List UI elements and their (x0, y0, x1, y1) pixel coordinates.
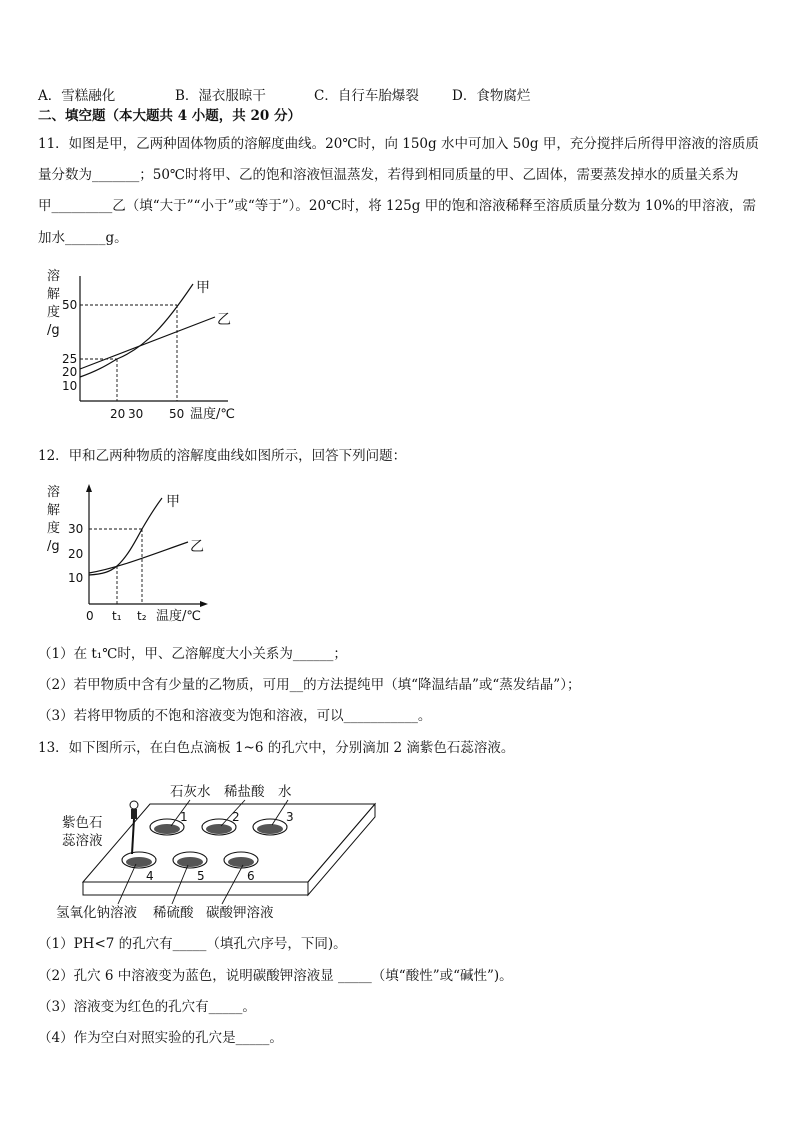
chart1-ytick-25: 25 (62, 352, 78, 366)
spot-plate-figure (50, 774, 380, 924)
chart1-xtick-20: 20 (110, 407, 126, 421)
solubility-chart-1 (38, 262, 248, 424)
chart2-ytick-20: 20 (68, 547, 84, 561)
q13-stem: 13．如下图所示，在白色点滴板 1~6 的孔穴中，分别滴加 2 滴紫色石蕊溶液。 (38, 740, 515, 756)
well-number-1: 1 (180, 810, 188, 824)
chart2-legend-jia: 甲 (166, 494, 180, 510)
option-d: D．食物腐烂 (452, 88, 531, 104)
chart1-legend-jia: 甲 (196, 280, 210, 296)
well-number-3: 3 (286, 810, 294, 824)
q13-sub3: （3）溶液变为红色的孔穴有_____。 (38, 999, 256, 1015)
well-number-4: 4 (146, 869, 154, 883)
chart2-xtick-t1: t₁ (112, 609, 122, 623)
well-5-liquid (177, 857, 203, 867)
chart1-xtick-30: 30 (128, 407, 144, 421)
well-4-liquid (126, 857, 152, 867)
well-number-6: 6 (247, 869, 255, 883)
q13-sub2: （2）孔穴 6 中溶液变为蓝色，说明碳酸钾溶液显 _____（填“酸性”或“碱性”)。 (38, 968, 513, 984)
option-a: A．雪糕融化 (38, 88, 116, 104)
chart2-legend-yi: 乙 (190, 539, 204, 555)
option-b: B．湿衣服晾干 (175, 88, 266, 104)
plate-top (83, 804, 375, 882)
q11-line3: 甲_________乙（填“大于”“小于”或“等于”）。20℃时，将 125g 甲的饱和溶液稀释至溶质质量分数为 10%的甲溶液，需 (38, 198, 756, 214)
dropper-collar (131, 809, 137, 819)
chart2-xtick-0: 0 (86, 609, 94, 623)
q12-sub2: （2）若甲物质中含有少量的乙物质，可用__的方法提纯甲（填“降温结晶”或“蒸发结晶”）； (38, 677, 581, 693)
q13-sub4: （4）作为空白对照实验的孔穴是_____。 (38, 1030, 283, 1046)
chart1-ytick-20: 20 (62, 365, 78, 379)
chart2-ylabel-4: /g (47, 539, 60, 554)
chart1-ylabel-3: 度 (47, 305, 61, 320)
q11-line1: 11．如图是甲，乙两种固体物质的溶解度曲线。20℃时，向 150g 水中可加入 50g 甲，充分搅拌后所得甲溶液的溶质质 (38, 136, 759, 152)
chart1-ytick-10: 10 (62, 379, 78, 393)
chart2-ytick-10: 10 (68, 571, 84, 585)
label-k2co3: 碳酸钾溶液 (206, 905, 274, 921)
label-lime-water: 石灰水 (170, 784, 211, 800)
dropper-label-2: 蕊溶液 (62, 833, 103, 849)
well-number-2: 2 (232, 810, 240, 824)
well-1-liquid (154, 824, 180, 834)
chart1-xlabel: 温度/℃ (190, 407, 235, 422)
dropper-label-1: 紫色石 (62, 815, 103, 831)
q11-line4: 加水______g。 (38, 230, 128, 246)
q12-sub3: （3）若将甲物质的不饱和溶液变为饱和溶液，可以___________。 (38, 708, 432, 724)
label-dilute-h2so4: 稀硫酸 (153, 905, 194, 921)
chart2-xtick-t2: t₂ (137, 609, 147, 623)
q12-sub1: （1）在 t₁℃时，甲、乙溶解度大小关系为______； (38, 646, 347, 662)
solubility-chart-2 (38, 478, 238, 628)
section-title: 二、填空题（本大题共 4 小题，共 20 分） (38, 108, 301, 124)
chart2-ylabel-1: 溶 (47, 485, 61, 500)
q13-sub1: （1）PH<7 的孔穴有_____（填孔穴序号，下同)。 (38, 936, 347, 952)
dropper-bulb (130, 801, 138, 809)
plate-front (83, 882, 308, 895)
chart2-ylabel-3: 度 (47, 521, 61, 536)
chart1-ylabel-4: /g (47, 323, 60, 338)
chart1-ylabel-2: 解 (47, 287, 61, 302)
chart1-ytick-50: 50 (62, 298, 78, 312)
chart1-xtick-50: 50 (169, 407, 185, 421)
q11-line2: 量分数为_______；50℃时将甲、乙的饱和溶液恒温蒸发，若得到相同质量的甲、乙固体，需要蒸发掉水的质量关系为 (38, 167, 739, 183)
chart1-legend-yi: 乙 (217, 312, 231, 328)
well-6-liquid (228, 857, 254, 867)
chart2-series-yi (89, 542, 188, 573)
chart1-series-yi (80, 317, 215, 369)
well-3-liquid (257, 824, 283, 834)
chart2-y-arrow (86, 484, 92, 492)
chart1-ylabel-1: 溶 (47, 269, 61, 284)
chart2-x-arrow (200, 601, 208, 607)
label-dilute-hcl: 稀盐酸 (224, 784, 265, 800)
chart2-ytick-30: 30 (68, 522, 84, 536)
q12-stem: 12．甲和乙两种物质的溶解度曲线如图所示，回答下列问题： (38, 448, 407, 464)
label-naoh: 氢氧化钠溶液 (56, 905, 137, 921)
well-2-liquid (206, 824, 232, 834)
well-number-5: 5 (197, 869, 205, 883)
label-water: 水 (278, 784, 292, 800)
chart2-ylabel-2: 解 (47, 503, 61, 518)
option-c: C．自行车胎爆裂 (314, 88, 419, 104)
chart2-xlabel: 温度/℃ (156, 609, 201, 624)
